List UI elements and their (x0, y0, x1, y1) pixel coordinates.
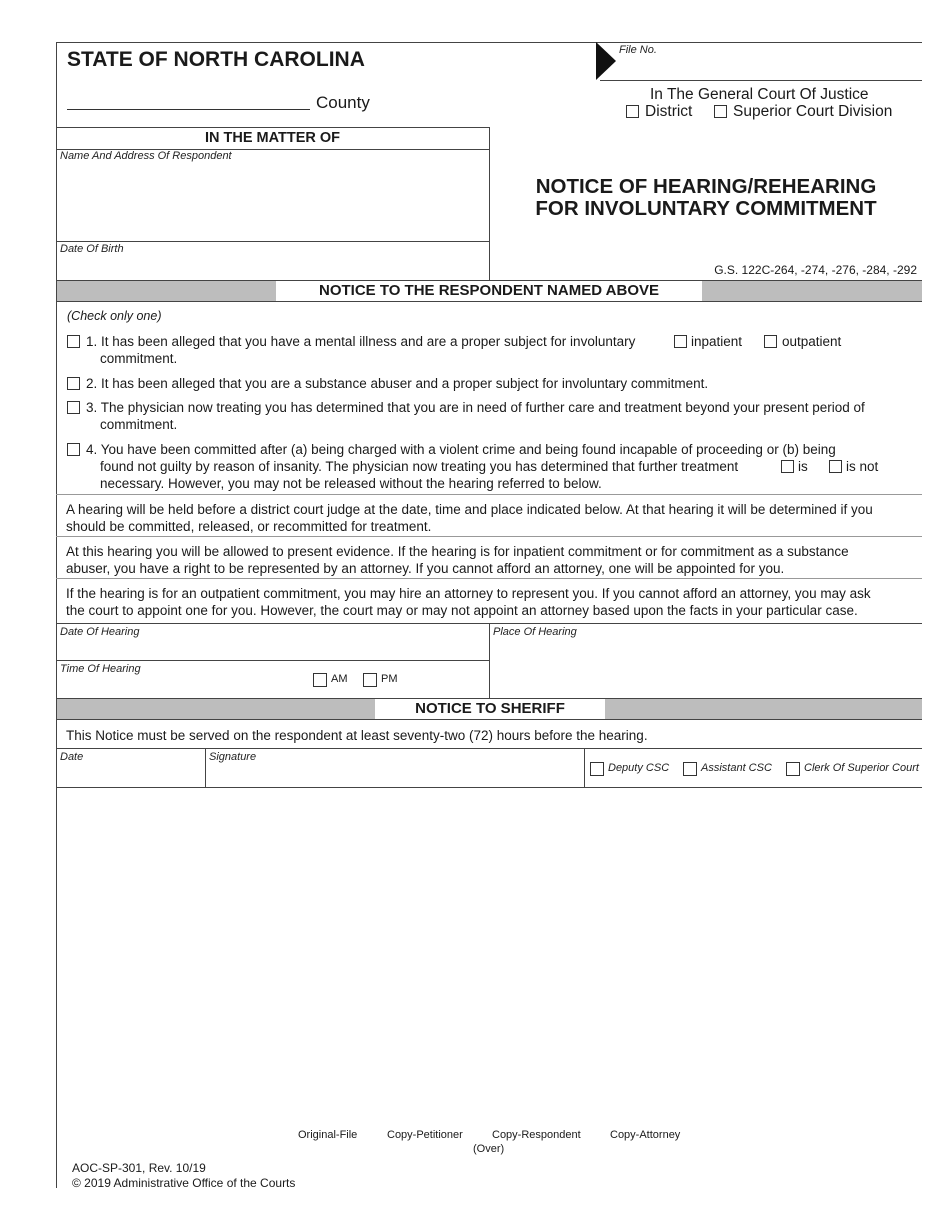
dob-input[interactable] (60, 258, 485, 278)
form-title-line1: NOTICE OF HEARING/REHEARING (535, 175, 877, 198)
hearing-paragraph-1-line2: should be committed, released, or recommitted for treatment. (66, 519, 432, 534)
date-of-hearing-input[interactable] (60, 640, 485, 658)
over-note: (Over) (473, 1143, 505, 1155)
pm-label: PM (381, 673, 398, 685)
item4-text-line3: necessary. However, you may not be released without the hearing referred to below. (100, 476, 602, 491)
matter-right-border (489, 127, 490, 280)
am-label: AM (331, 673, 348, 685)
matter-top-rule (56, 127, 489, 128)
copy-original-file: Original-File (298, 1129, 358, 1141)
item3-text-line2: commitment. (100, 417, 178, 432)
item1-checkbox[interactable] (67, 335, 80, 348)
sheriff-date-label: Date (60, 751, 84, 763)
copyright: © 2019 Administrative Office of the Courts (72, 1176, 296, 1190)
item4-text-line2: found not guilty by reason of insanity. The physician now treating you has determined that further treatment (100, 459, 739, 474)
dob-top-rule (56, 241, 489, 242)
item4-is-checkbox[interactable] (781, 460, 794, 473)
assistant-csc-label: Assistant CSC (701, 762, 772, 774)
respondent-name-address-label: Name And Address Of Respondent (60, 150, 232, 162)
copy-petitioner: Copy-Petitioner (387, 1129, 463, 1141)
notice-sheriff-heading: NOTICE TO SHERIFF (375, 699, 605, 719)
form-title-line2: FOR INVOLUNTARY COMMITMENT (535, 197, 877, 220)
file-no-input[interactable] (619, 58, 919, 78)
notice-bar-top-rule (56, 280, 922, 281)
file-no-rule (600, 80, 922, 81)
form-left-border (56, 42, 57, 1188)
sheriff-bar-bottom-rule (56, 719, 922, 720)
time-top-rule (56, 660, 489, 661)
deputy-csc-checkbox[interactable] (590, 762, 604, 776)
item2-text: 2. It has been alleged that you are a substance abuser and a proper subject for involuntary commitment. (86, 376, 709, 391)
respondent-name-address-input[interactable] (60, 166, 485, 238)
item4-is-not-checkbox[interactable] (829, 460, 842, 473)
item1-text-line2: commitment. (100, 351, 178, 366)
item4-checkbox[interactable] (67, 443, 80, 456)
sheriff-notice-text: This Notice must be served on the respondent at least seventy-two (72) hours before the hearing. (66, 728, 648, 743)
hearing-divider (489, 623, 490, 698)
hearing-paragraph-2-line1: At this hearing you will be allowed to present evidence. If the hearing is for inpatient commitment or for commitment as a substance (66, 544, 849, 559)
county-input[interactable] (67, 92, 310, 110)
signature-title-divider (584, 748, 585, 787)
item4-text-line1: 4. You have been committed after (a) being charged with a violent crime and being found incapable of proceeding or (b) being (86, 442, 836, 457)
header-top-rule (56, 42, 922, 43)
item4-is-label: is (798, 459, 808, 474)
item2-checkbox[interactable] (67, 377, 80, 390)
copy-attorney: Copy-Attorney (610, 1129, 681, 1141)
statute-reference: G.S. 122C-264, -274, -276, -284, -292 (714, 263, 917, 277)
file-no-arrow-icon (596, 42, 618, 82)
inpatient-label: inpatient (691, 334, 743, 349)
district-checkbox[interactable] (626, 105, 639, 118)
date-of-hearing-label: Date Of Hearing (60, 626, 140, 638)
item3-text-line1: 3. The physician now treating you has determined that you are in need of further care and treatment beyond your present period of (86, 400, 865, 415)
time-of-hearing-input[interactable] (60, 677, 300, 695)
superior-court-checkbox[interactable] (714, 105, 727, 118)
items-bottom-rule (56, 494, 922, 495)
dob-label: Date Of Birth (60, 243, 124, 255)
state-title: STATE OF NORTH CAROLINA (67, 48, 365, 71)
clerk-superior-court-label: Clerk Of Superior Court (804, 762, 919, 774)
county-label: County (316, 93, 370, 112)
form-number: AOC-SP-301, Rev. 10/19 (72, 1161, 206, 1175)
hearing-paragraph-1-line1: A hearing will be held before a district court judge at the date, time and place indicated below. At that hearing it will be determined if you (66, 502, 873, 517)
outpatient-label: outpatient (782, 334, 842, 349)
signature-row-top-rule (56, 748, 922, 749)
district-label: District (645, 103, 693, 120)
assistant-csc-checkbox[interactable] (683, 762, 697, 776)
sheriff-date-input[interactable] (60, 765, 200, 785)
time-of-hearing-label: Time Of Hearing (60, 663, 141, 675)
matter-heading: IN THE MATTER OF (204, 130, 341, 146)
hearing-paragraph-3-line1: If the hearing is for an outpatient commitment, you may hire an attorney to represent you. If you cannot afford an attorney, you may ask (66, 586, 871, 601)
pm-checkbox[interactable] (363, 673, 377, 687)
inpatient-checkbox[interactable] (674, 335, 687, 348)
superior-court-label: Superior Court Division (733, 103, 893, 120)
para2-bottom-rule (56, 578, 922, 579)
para1-bottom-rule (56, 536, 922, 537)
outpatient-checkbox[interactable] (764, 335, 777, 348)
signature-input[interactable] (209, 765, 579, 785)
file-no-label: File No. (619, 44, 657, 56)
signature-row-bottom-rule (56, 787, 922, 788)
item3-checkbox[interactable] (67, 401, 80, 414)
deputy-csc-label: Deputy CSC (608, 762, 670, 774)
date-signature-divider (205, 748, 206, 787)
hearing-paragraph-2-line2: abuser, you have a right to be represented by an attorney. If you cannot afford an attorney, one will be appointed for you. (66, 561, 785, 576)
notice-bar-bottom-rule (56, 301, 922, 302)
place-of-hearing-label: Place Of Hearing (493, 626, 577, 638)
hearing-paragraph-3-line2: the court to appoint one for you. However, the court may or may not appoint an attorney based upon the facts in your particular case. (66, 603, 858, 618)
signature-label: Signature (209, 751, 257, 763)
item1-text-line1: 1. It has been alleged that you have a mental illness and are a proper subject for involuntary (86, 334, 636, 349)
place-of-hearing-input[interactable] (493, 640, 918, 695)
clerk-superior-court-checkbox[interactable] (786, 762, 800, 776)
notice-respondent-heading: NOTICE TO THE RESPONDENT NAMED ABOVE (276, 281, 702, 301)
check-only-one: (Check only one) (67, 309, 162, 323)
court-title: In The General Court Of Justice (650, 86, 869, 103)
item4-is-not-label: is not (846, 459, 879, 474)
am-checkbox[interactable] (313, 673, 327, 687)
copy-respondent: Copy-Respondent (492, 1129, 581, 1141)
